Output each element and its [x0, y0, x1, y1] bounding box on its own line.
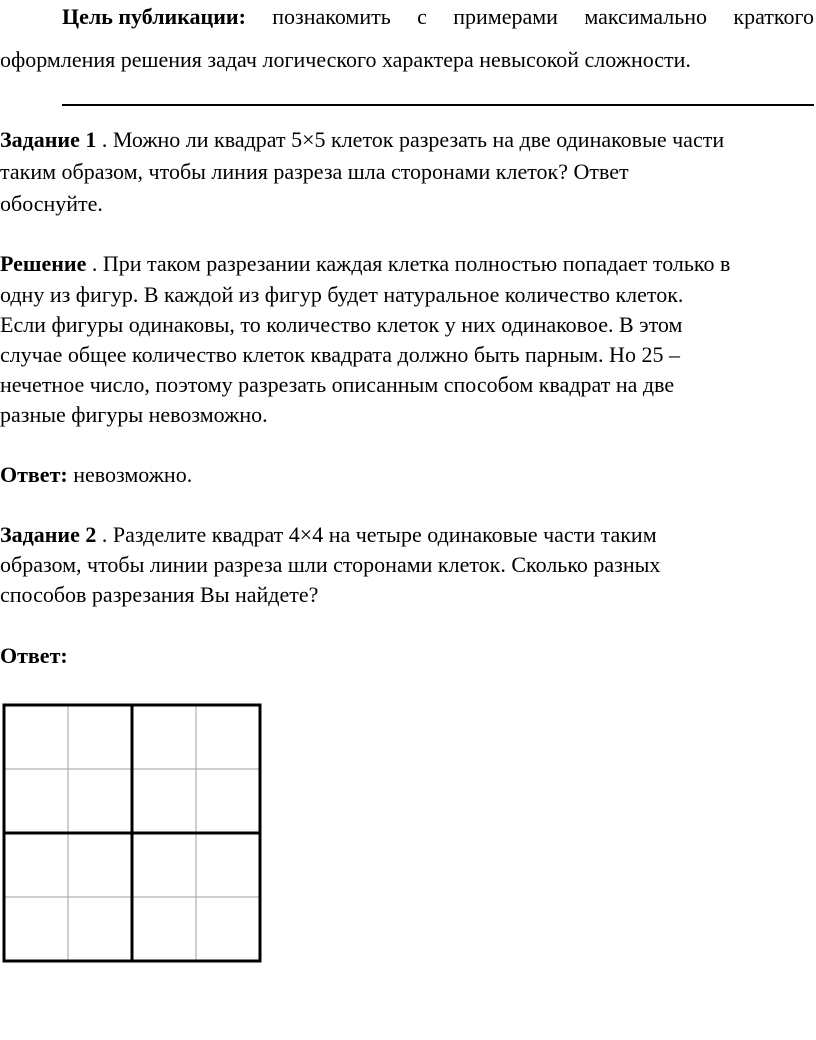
answer2-line	[0, 642, 68, 670]
purpose-label: Цель публикации:	[62, 4, 246, 29]
answer2-label: Ответ:	[0, 643, 68, 668]
task2-label: Задание 2	[0, 522, 97, 547]
grid-svg	[2, 703, 262, 963]
task2-line-3: способов разрезания Вы найдете?	[0, 582, 319, 607]
answer1-label: Ответ:	[0, 462, 68, 487]
solution1-line-3: Если фигуры одинаковы, то количество клеток у них одинаковое. В этом	[0, 312, 683, 337]
answer1-line	[0, 461, 192, 489]
solution1-line-6: разные фигуры невозможно.	[0, 402, 268, 427]
purpose-word: примерами	[453, 4, 558, 29]
purpose-line-2: оформления решения задач логического характера невысокой сложности.	[0, 47, 691, 72]
purpose-word: максимально	[584, 4, 708, 29]
solution1-label: Решение	[0, 251, 87, 276]
solution1-line-1	[0, 250, 730, 278]
grid-4x4	[2, 703, 262, 963]
task1-line-1	[0, 126, 724, 154]
task1-label: Задание 1	[0, 127, 97, 152]
solution1-line-4: случае общее количество клеток квадрата должно быть парным. Но 25 –	[0, 342, 680, 367]
task1-text: . Можно ли квадрат 5×5 клеток разрезать на две одинаковые части	[96, 127, 725, 152]
solution1-line-5: нечетное число, поэтому разрезать описанным способом квадрат на две	[0, 372, 675, 397]
purpose-word: краткого	[733, 4, 814, 29]
task2-line-1	[0, 521, 657, 549]
purpose-word: с	[417, 4, 427, 29]
solution1-text: . При таком разрезании каждая клетка полностью попадает только в	[86, 251, 731, 276]
task2-text: . Разделите квадрат 4×4 на четыре одинаковые части таким	[96, 522, 657, 547]
solution1-line-2: одну из фигур. В каждой из фигур будет натуральное количество клеток.	[0, 282, 684, 307]
horizontal-rule	[62, 104, 814, 106]
answer1-text: невозможно.	[67, 462, 193, 487]
purpose-line-1	[62, 3, 814, 31]
purpose-word: познакомить	[272, 4, 391, 29]
task1-line-3: обоснуйте.	[0, 191, 103, 216]
task2-line-2: образом, чтобы линии разреза шли сторонами клеток. Сколько разных	[0, 552, 661, 577]
task1-line-2: таким образом, чтобы линия разреза шла сторонами клеток? Ответ	[0, 159, 629, 184]
